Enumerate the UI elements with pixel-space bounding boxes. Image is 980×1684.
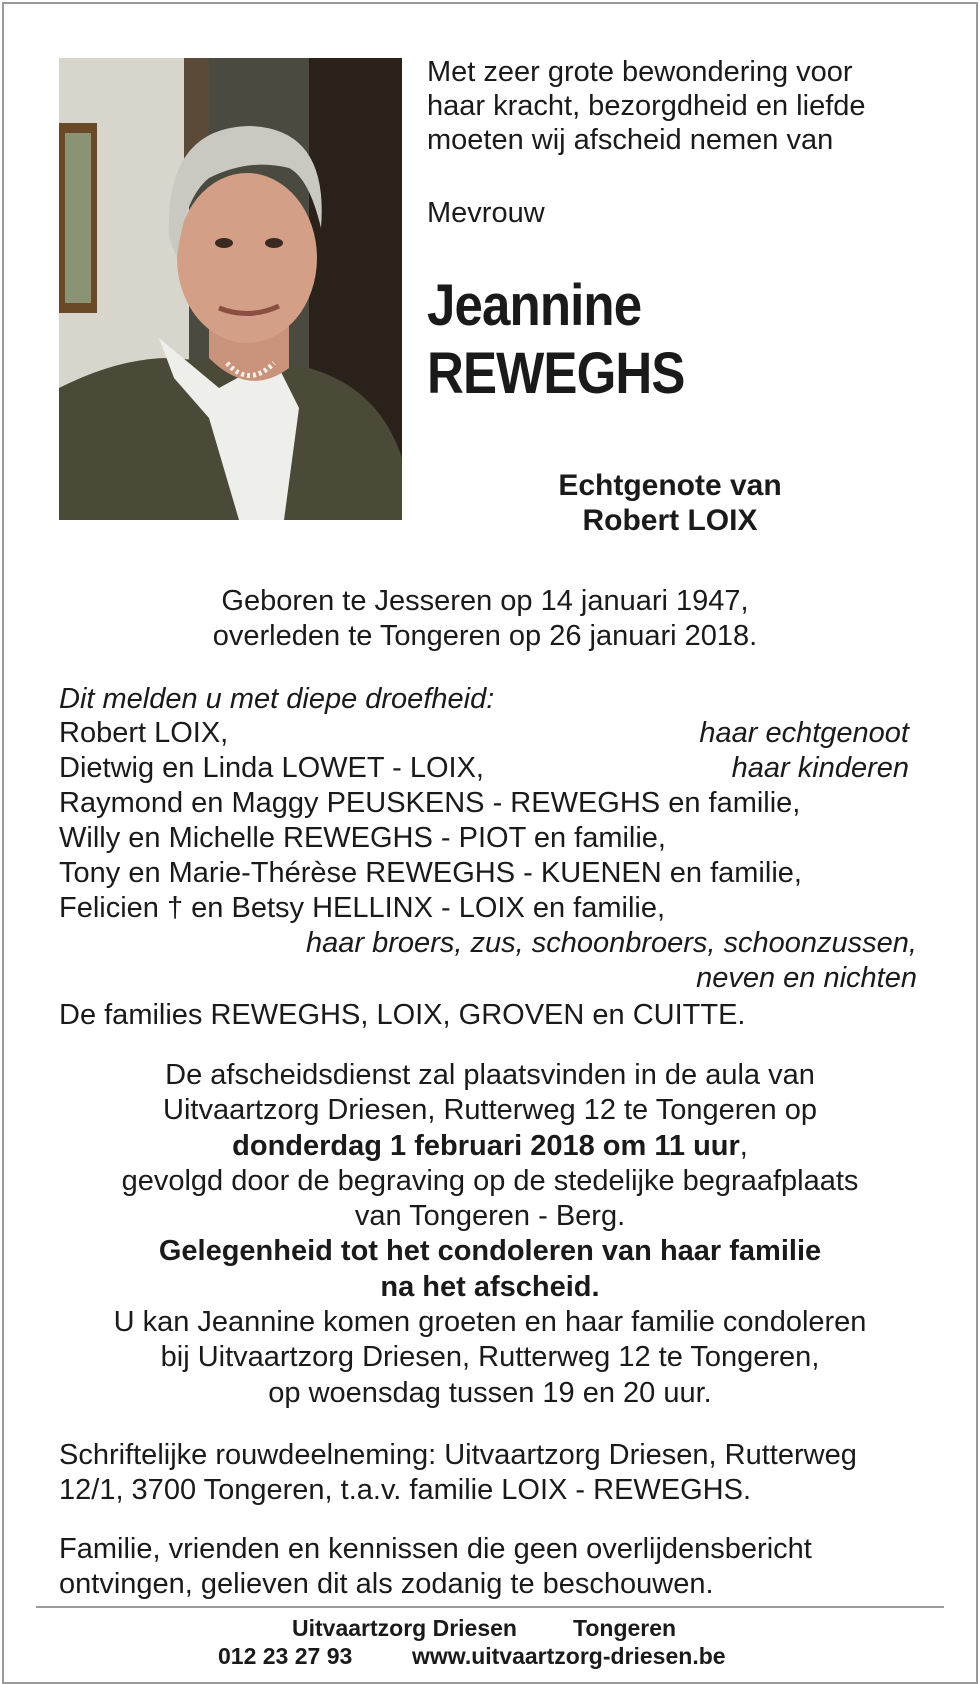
mourner-name: Robert LOIX, (59, 717, 229, 749)
mourner-row (59, 891, 909, 926)
spouse-block (500, 468, 840, 538)
mourner-name: Felicien † en Betsy HELLINX - LOIX en familie, (59, 892, 666, 924)
families-line: De families REWEGHS, LOIX, GROVEN en CUITTE. (59, 999, 746, 1031)
condolence-line: na het afscheid. (380, 1270, 600, 1303)
siblings-relation-line: neven en nichten (696, 962, 917, 994)
service-info (40, 1058, 940, 1411)
service-date-line (40, 1129, 940, 1164)
mourner-name: Willy en Michelle REWEGHS - PIOT en familie, (59, 822, 666, 854)
intro-text (427, 55, 866, 157)
footer-website: www.uitvaartzorg-driesen.be (412, 1643, 726, 1669)
mourner-row (59, 786, 909, 821)
footer-company: Uitvaartzorg Driesen (292, 1615, 517, 1641)
written-condolence (59, 1438, 857, 1508)
birth-line: Geboren te Jesseren op 14 januari 1947, (221, 585, 749, 617)
first-name: Jeannine (427, 273, 642, 338)
mourner-name: Dietwig en Linda LOWET - LOIX, (59, 752, 484, 784)
footer-divider (36, 1606, 944, 1608)
salutation: Mevrouw (427, 197, 545, 229)
life-dates (60, 584, 910, 654)
spouse-line: Echtgenote van (558, 469, 782, 502)
service-line: gevolgd door de begraving op de stedelijke begraafplaats (121, 1164, 859, 1197)
notice (59, 1532, 812, 1602)
condolence-line: Gelegenheid tot het condoleren van haar familie (158, 1235, 822, 1268)
mourner-relation: haar echtgenoot (699, 717, 909, 749)
mourner-row (59, 821, 909, 856)
intro-line: moeten wij afscheid nemen van (427, 124, 834, 156)
service-date: donderdag 1 februari 2018 om 11 uur (232, 1129, 740, 1162)
written-line: Schriftelijke rouwdeelneming: Uitvaartzorg Driesen, Rutterweg (59, 1439, 857, 1471)
mourner-name: Raymond en Maggy PEUSKENS - REWEGHS en familie, (59, 787, 801, 819)
footer-city: Tongeren (573, 1615, 677, 1641)
intro-line: Met zeer grote bewondering voor (427, 56, 853, 88)
mourner-row (59, 856, 909, 891)
service-date-tail: , (739, 1129, 748, 1162)
mourner-name: Tony en Marie-Thérèse REWEGHS - KUENEN en familie, (59, 857, 802, 889)
spouse-name: Robert LOIX (582, 504, 758, 537)
mourner-row (59, 751, 909, 786)
service-line: De afscheidsdienst zal plaatsvinden in de aula van (165, 1059, 815, 1091)
footer-phone: 012 23 27 93 (218, 1643, 353, 1669)
death-line: overleden te Tongeren op 26 januari 2018. (212, 620, 758, 652)
written-line: 12/1, 3700 Tongeren, t.a.v. familie LOIX - REWEGHS. (59, 1474, 752, 1506)
service-line: Uitvaartzorg Driesen, Rutterweg 12 te Tongeren op (163, 1094, 817, 1127)
intro-line: haar kracht, bezorgdheid en liefde (427, 90, 866, 122)
mourner-relation: haar kinderen (731, 752, 909, 784)
portrait-photo (59, 58, 402, 520)
siblings-relation-line: haar broers, zus, schoonbroers, schoonzussen, (306, 927, 917, 959)
visit-line: op woensdag tussen 19 en 20 uur. (268, 1376, 712, 1409)
service-line: van Tongeren - Berg. (354, 1200, 626, 1233)
notice-line: Familie, vrienden en kennissen die geen overlijdensbericht (59, 1533, 812, 1565)
mourners-heading: Dit melden u met diepe droefheid: (59, 683, 495, 715)
last-name: REWEGHS (427, 341, 685, 406)
visit-line: U kan Jeannine komen groeten en haar familie condoleren (113, 1306, 867, 1339)
notice-line: ontvingen, gelieven dit als zodanig te beschouwen. (59, 1568, 714, 1600)
deceased-name (427, 272, 685, 408)
visit-line: bij Uitvaartzorg Driesen, Rutterweg 12 te Tongeren, (160, 1341, 820, 1374)
mourner-row (59, 716, 909, 751)
